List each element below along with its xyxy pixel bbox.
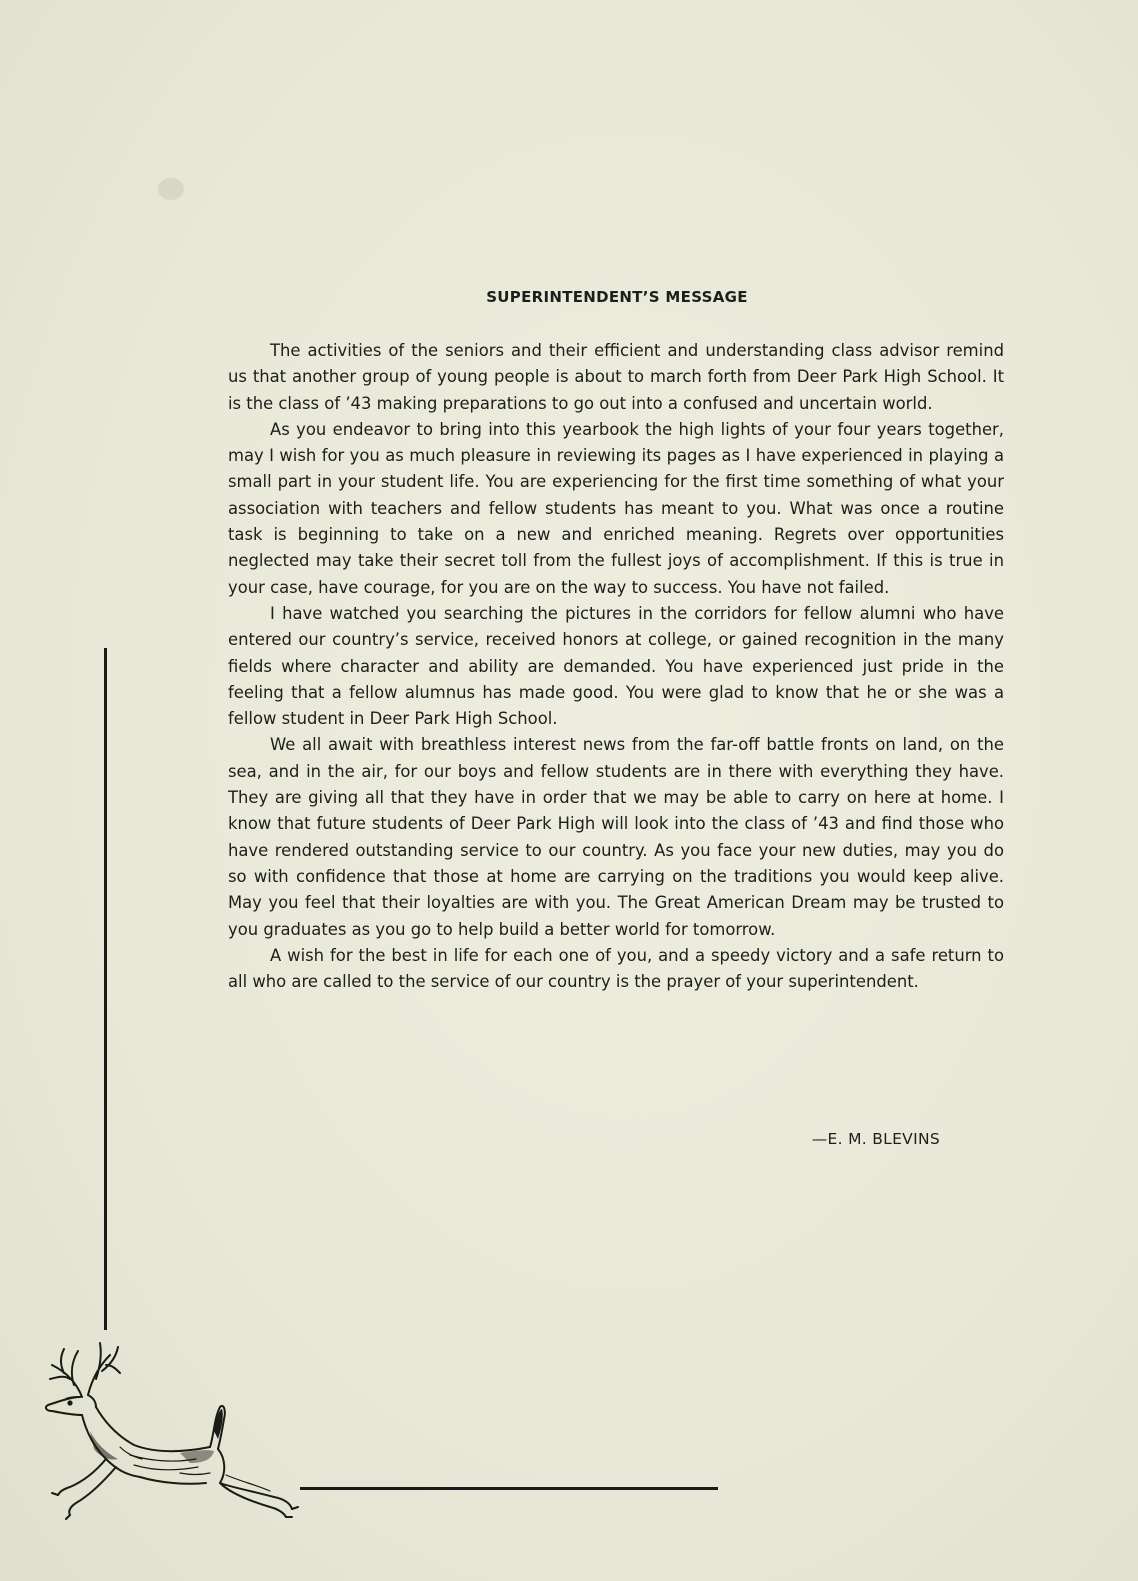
paragraph-4: We all await with breathless interest news from the far-off battle fronts on land, on the sea, and in the air, for our boys and fellow students are in there with everything they have. They are giving all that they have in order that we may be able to carry on here at home. I know that future students of Deer Park High will look into the class of ’43 and find those who have rendered outstanding service to our country. As you face your new duties, may you do so with confidence that those at home are carrying on the traditions you would keep alive. May you feel that their loyalties are with you. The Great American Dream may be trusted to you graduates as you go to help build a better world for tomorrow. [228,735,1004,939]
message-body [228,338,1004,995]
signature: —E. M. BLEVINS [811,1130,940,1148]
paper-smudge [158,178,184,200]
vertical-rule [104,648,107,1330]
paragraph-5: A wish for the best in life for each one of you, and a speedy victory and a safe return to all who are called to the service of our country is the prayer of your superintendent. [228,945,1004,992]
page-title: SUPERINTENDENT’S MESSAGE [486,288,748,306]
horizontal-rule [300,1487,718,1490]
paragraph-3: I have watched you searching the pictures in the corridors for fellow alumni who have entered our country’s service, received honors at college, or gained recognition in the many fields where character and ability are demanded. You have experienced just pride in the feeling that a fellow alumnus has made good. You were glad to know that he or she was a fellow student in Deer Park High School. [228,603,1004,729]
leaping-deer-icon [30,1335,310,1535]
paragraph-2: As you endeavor to bring into this yearbook the high lights of your four years together, may I wish for you as much pleasure in reviewing its pages as I have experienced in playing a small part in your student life. You are experiencing for the first time something of what your association with teachers and fellow students has meant to you. What was once a routine task is beginning to take on a new and enriched meaning. Regrets over opportunities neglected may take their secret toll from the fullest joys of accomplishment. If this is true in your case, have courage, for you are on the way to success. You have not failed. [228,419,1004,597]
paragraph-1: The activities of the seniors and their efficient and understanding class advisor remind us that another group of young people is about to march forth from Deer Park High School. It is the class of ’43 making preparations to go out into a confused and uncertain world. [228,341,1004,413]
